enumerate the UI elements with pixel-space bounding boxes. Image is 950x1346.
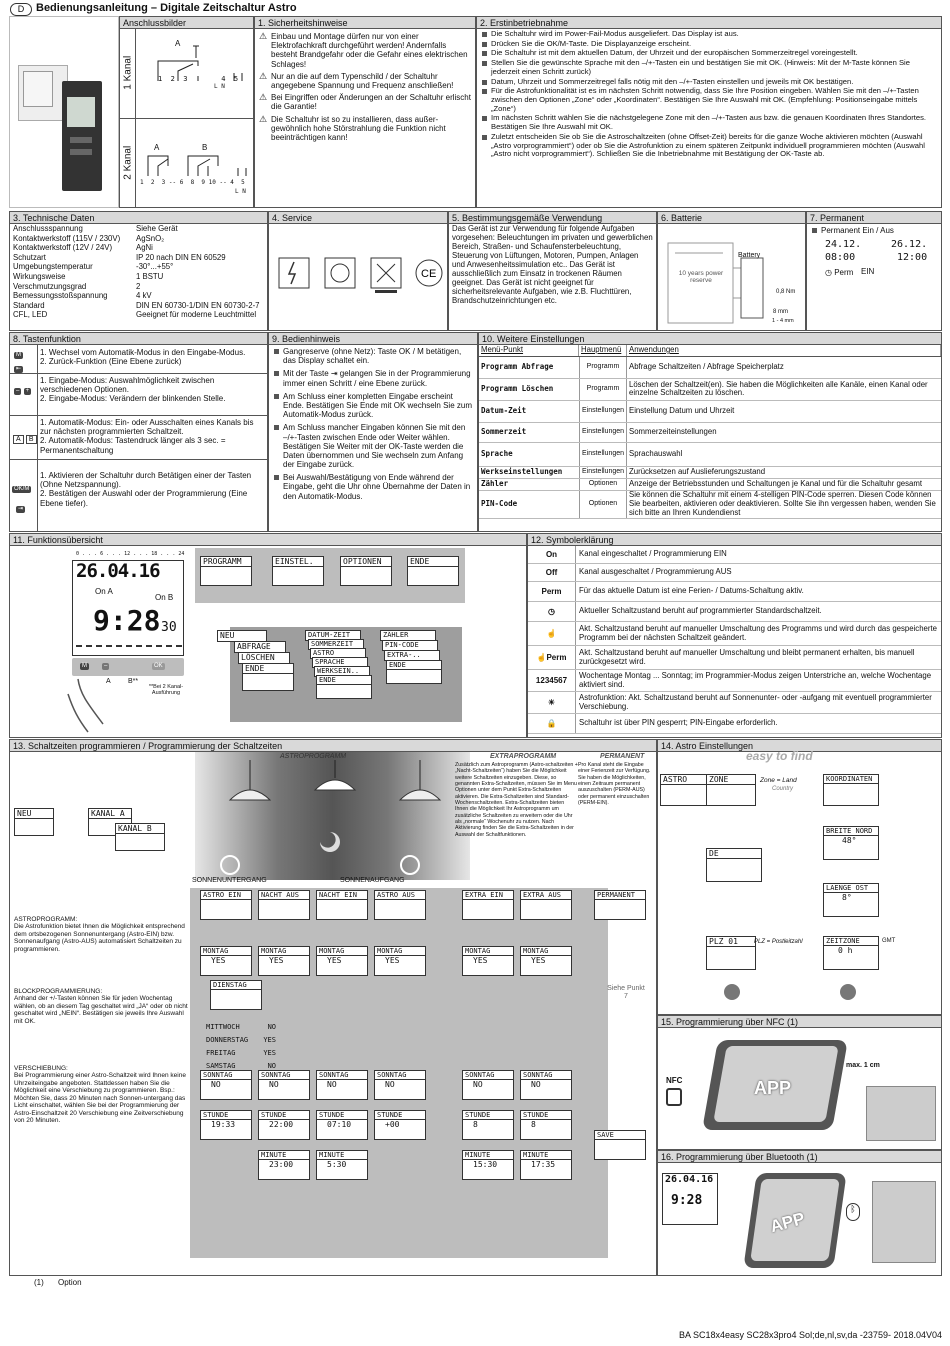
section-title: 2. Erstinbetriebnahme [477,17,941,29]
section-title: 11. Funktionsübersicht [10,534,526,546]
tuesday-screen: DIENSTAG [210,980,262,1010]
gmt-label: GMT [882,938,896,944]
zeitzone-screen: ZEITZONE 0 h [823,936,879,970]
sunday-screen: SONNTAG NO [200,1070,252,1100]
section-title: 10. Weitere Einstellungen [479,333,941,345]
note-item: Gangreserve (ohne Netz): Taste OK / M betätigen, das Display schaltet ein. [273,347,473,365]
monday-screen: MONTAG YES [316,946,368,976]
enter-key-icon: ⇥ [18,506,24,512]
bt-device [872,1181,936,1263]
timeline-ticks: 0 . . . 6 . . . 12 . . . 18 . . . 24 [76,551,185,557]
symbol-row [528,564,941,582]
section-connections [119,16,254,208]
channel-a-label-2: A [154,143,160,152]
start-item: Im nächsten Schritt wählen Sie die nächstgelegene Zone mit den –/+-Tasten aus bzw. die genauen Koordinaten Ihres Standortes. Bestätigen Sie Ihre Auswahl mit OK. [481,114,937,131]
nfc-label: NFC [666,1076,683,1085]
symbol-description: Akt. Schaltzustand beruht auf manueller Umschaltung des Programms und wird durch das gespeicherte Programm bei der nächsten Schaltzeit geändert. [579,623,937,642]
extra-text: Zusätzlich zum Astroprogramm (Astro-schaltzeiten + „Nacht-Schaltzeiten“) haben Sie die Möglichkeit weitere Schaltzeiten einzugeben. Diese, so genannten Extra-Schaltzeiten, müssen Sie im Menu Optionen unter dem Punkt Extra-Schaltzeiten aktivieren. Die Extra-Schaltzeiten sind Standard-Wochenschaltzeiten. Extra-Schaltzeiten bieten Ihnen die Möglichkeit Ihr Astroprogramm um zusätzliche Schaltzeiten zu erweitern oder die Uhr als „normale“ Wochenuhr zu nutzen. Nach Aktivierung finden Sie die Extra-Schaltzeiten in der Auswahl der Schaltfunktionen. [455,762,578,838]
program-type-screen: ASTRO AUS [374,890,426,920]
plz-screen: PLZ 01 [706,936,756,970]
main-display [72,560,184,656]
section-title: 6. Batterie [658,212,805,224]
section-function-overview [9,533,527,738]
minute-screen: MINUTE 17:35 [520,1150,572,1180]
symbol-description: Kanal ausgeschaltet / Programmierung AUS [579,567,732,577]
settings-application: Zurücksetzen auf Auslieferungszustand [629,466,766,476]
bt-display [662,1173,718,1225]
sunday-screen: SONNTAG NO [520,1070,572,1100]
settings-main-menu: Einstellungen [579,443,627,466]
tech-value: AgNi [136,243,153,253]
check-icon [724,984,740,1000]
safety-item: ⚠ Bei Eingriffen oder Änderungen an der Schaltuhr erlischt die Garantie! [259,93,471,111]
settings-main-menu: Optionen [579,479,627,490]
stack1-item: ENDE [242,663,294,691]
display-time: 9:28 [93,604,161,637]
stack3-item: EXTRA-.. [384,650,440,661]
nfc-app-label: APP [754,1078,792,1098]
section-title: Anschlussbilder [120,17,253,29]
tech-label: Standard [13,300,45,310]
device-drawing [866,1086,936,1141]
symbol-description: Aktueller Schaltzustand beruht auf programmierter Standardschaltzeit. [579,606,822,616]
section-symbols [527,533,942,738]
symbol-row [528,646,941,670]
ok-button[interactable]: OK [154,663,163,669]
perm-time-1: 08:00 [825,252,856,263]
settings-application: Sie können die Schaltuhr mit einem 4-stelligen PIN-Code sperren. Diesen Code können Sie bearbeiten, aktivieren oder deaktivieren. Sollte Sie ihn vergessen haben, wenden Sie sich bitte an Ihren Kundendienst [629,490,936,517]
nfc-icon [666,1088,682,1106]
hour-screen: STUNDE 22:00 [258,1110,310,1140]
section-more-settings [478,332,942,532]
settings-row [479,491,941,519]
start-item: Stellen Sie die gewünschte Sprache mit den –/+-Tasten ein und bestätigen Sie mit OK. (Hinweis: Mit der M-Taste können Sie jederzeit einen Schritt zurück) [481,59,937,76]
sunday-screen: SONNTAG NO [258,1070,310,1100]
extra-heading: EXTRAPROGRAMM [490,753,557,760]
flow-kanal-a: KANAL A [88,808,132,836]
tech-value: 2 [136,281,141,291]
settings-row [479,467,941,479]
monday-screen: MONTAG YES [200,946,252,976]
symbol-icon: ☝ [528,622,576,645]
battery-strip: 8 mm [773,309,788,315]
m-button[interactable]: M [82,663,87,669]
section-first-start [476,16,942,208]
program-type-screen: NACHT EIN [316,890,368,920]
symbol-row [528,546,941,564]
symbol-row [528,692,941,714]
monday-screen: MONTAG YES [258,946,310,976]
stack3-item: ZÄHLER [380,630,436,641]
terminals-2ch: 1 2 3 -- 6 8 9 10 -- 4 5 [140,179,245,186]
a-key-icon: A [13,435,24,444]
tech-value: IP 20 nach DIN EN 60529 [136,252,226,262]
program-type-screen: EXTRA AUS [520,890,572,920]
symbol-icon: Off [528,564,576,581]
section-nfc [657,1015,942,1150]
section-bluetooth [657,1150,942,1276]
max-distance: max. 1 cm [846,1062,880,1069]
section-operating-notes [268,332,478,532]
latitude-value: 48° [842,836,857,846]
tech-value: Siehe Gerät [136,224,178,233]
stack1-item: ABFRAGE [234,641,286,653]
symbol-description: Kanal eingeschaltet / Programmierung EIN [579,549,727,559]
stack3-item: ENDE [386,660,442,684]
sunday-screen: SONNTAG NO [316,1070,368,1100]
footer-doc-id: BA SC18x4easy SC28x3pro4 Sol;de,nl,sv,da -23759- 2018.04V04 [678,1330,942,1340]
settings-menu-item: PIN-Code [481,499,518,509]
symbol-description: Astrofunktion: Akt. Schaltzustand beruht auf Sonnenunter- oder -aufgang mit eventuell programmierter Verschiebung. [579,692,932,711]
battery-torque: 0,8 Nm [776,289,796,295]
program-type-screen: PERMANENT [594,890,646,920]
perm-label: ◷ Perm [825,268,854,277]
ln-2ch: L N [235,188,246,195]
tech-value: 4 kV [136,291,152,301]
settings-main-menu: Programm [579,357,627,378]
settings-row [479,357,941,379]
service-icons [277,252,445,302]
tech-label: CFL, LED [13,310,48,320]
section-intended-use [448,211,657,331]
symbol-description: Für das aktuelle Datum ist eine Ferien- / Datums-Schaltung aktiv. [579,586,804,596]
battery-cross: 1 - 4 mm [772,318,794,324]
tech-value: 1 BSTU [136,271,164,281]
key-row-2: 1. Eingabe-Modus: Auswahlmöglichkeit zwischen verschiedenen Optionen. 2. Eingabe-Modus: Verändern der blinkenden Stelle. [40,376,226,404]
settings-row [479,423,941,443]
channel-a-label-1: A [175,39,181,48]
symbol-description: Wochentage Montag ... Sonntag; im Programmier-Modus zeigen Unterstriche an, welche Wochentage aktiviert sind. [579,670,932,689]
stack1-item: LÖSCHEN [238,652,290,664]
sunday-screen: SONNTAG NO [374,1070,426,1100]
display-date: 26.04.16 [76,560,160,582]
perm-date-2: 26.12. [891,239,928,250]
symbol-row [528,582,941,602]
tech-row [13,311,264,321]
tech-label: Anschlussspannung [13,224,83,233]
timezone-value: 0 h [838,946,853,956]
section-title: 8. Tastenfunktion [10,333,267,345]
section-title: 13. Schaltzeiten programmieren / Programmierung der Schaltzeiten [10,740,656,752]
program-type-screen: ASTRO EIN [200,890,252,920]
settings-menu-item: Programm Löschen [481,384,554,394]
stack2-item: ENDE [316,675,372,699]
settings-main-menu: Programm [579,379,627,400]
see-point-7: Siehe Punkt 7 [607,985,645,1001]
back-key-icon: ⇤ [16,366,22,372]
key-row-3: 1. Automatik-Modus: Ein- oder Ausschalten eines Kanals bis zur nächsten programmierten Schaltzeit. 2. Automatik-Modus: Tastendruck länger als 3 sec. = Permanentschaltung [40,418,254,455]
settings-application: Sprachauswahl [629,448,683,458]
settings-row [479,443,941,467]
easy-to-find-label: easy to find [746,749,813,763]
m-key-icon: M [16,352,21,358]
section-title: 9. Bedienhinweis [269,333,477,345]
check-icon [840,984,856,1000]
zone-screen: ZONE [706,774,756,806]
section-programming [9,739,657,1276]
stack2-item: WERKSEIN.. [314,666,370,677]
symbol-row [528,622,941,646]
lang-badge: D [10,3,32,16]
country-legend: Country [772,786,794,792]
product-photo [9,16,119,208]
section-battery [657,211,806,331]
section-service [268,211,448,331]
battery-years: 10 years power reserve [678,270,724,285]
symbol-icon: Perm [528,582,576,601]
settings-menu-item: Programm Abfrage [481,362,554,372]
hour-screen: STUNDE 8 [520,1110,572,1140]
settings-col-header: Anwendungen [627,345,941,356]
block-description: BLOCKPROGRAMMIERUNG: Anhand der +/-Tasten können Sie für jeden Wochentag wählen, ob an diesem Tag geschaltet wird „JA“ oder ob nicht geschaltet wird „NEIN“. Bestätigen sie jeweils Ihre Auswahl mit OK. [14,988,188,1025]
flow-neu: NEU [14,808,54,836]
coordinates-screen: KOORDINATEN [823,774,879,806]
section-tech-data [9,211,268,331]
zone-legend: Zone = Land [760,777,797,784]
weekday-row: DONNERSTAG YES [206,1036,276,1044]
settings-col-header: Menü-Punkt [479,345,579,356]
key-row-1: 1. Wechsel vom Automatik-Modus in den Eingabe-Modus. 2. Zurück-Funktion (Eine Ebene zurück) [40,348,246,367]
stack3-item: PIN-CODE [382,640,438,651]
tech-label: Verschmutzungsgrad [13,281,87,291]
sunrise-label: SONNENAUFGANG [340,877,405,884]
symbol-row [528,602,941,622]
stack2-item: DATUM-ZEIT [305,630,361,641]
safety-item: ⚠ Einbau und Montage dürfen nur von einer Elektrofachkraft durchgeführt werden! Andernfalls besteht Brandgefahr oder die Gefahr eines elektrischen Schlages! [259,32,471,69]
terminals-1ch: 1 2 3 4 5 [158,75,239,83]
shift-description: VERSCHIEBUNG: Bei Programmierung einer Astro-Schaltzeit wird Ihnen keine Uhrzeiteingabe angeboten. Stattdessen haben Sie die Möglichkeit eine Verschiebung zu programmieren. Bsp.: Möchten Sie, dass 20 Minuten nach Sonnen-untergang das Licht einschaltet, wählen Sie bei der Programmierung der Astro-Einschaltzeit 20 Verschiebung eine Zeitverschiebung von 20 Minuten. [14,1065,186,1125]
menu-programm: PROGRAMM [200,556,252,586]
settings-header [479,345,941,357]
astro-screen: ASTRO [660,774,716,806]
b-key-icon: B [26,435,37,444]
menu-ende: ENDE [407,556,459,586]
ok-m-key-icon: OK/M [14,486,30,492]
minute-screen: MINUTE 15:30 [462,1150,514,1180]
stack2-item: ASTRO [310,648,366,659]
note-item: Am Schluss mancher Eingaben können Sie mit den –/+-Tasten zwischen Ende oder Weiter wählen. Bestätigen Sie Weiter mit der OK-Taste werden die Daten übernommen und Sie wechseln zum Anfang der Eingabe zurück. [273,423,473,469]
two-channel-note: **Bei 2 Kanal-Ausführung [148,684,184,697]
menu-optionen: OPTIONEN [340,556,392,586]
two-channel-label: 2 Kanal [122,145,134,180]
symbol-description: Akt. Schaltzustand beruht auf manueller Umschaltung und bleibt permanent erhalten, bis manuell zurückgesetzt wird. [579,647,915,666]
plus-key-icon: + [25,388,30,394]
permanent-heading: PERMANENT [600,753,645,760]
symbol-icon: ☝Perm [528,646,576,669]
key-label-b: B** [128,678,139,685]
symbol-icon: ◷ [528,602,576,621]
bt-date: 26.04.16 [665,1174,714,1185]
safety-item: ⚠ Nur an die auf dem Typenschild / der Schaltuhr angegebene Spannung und Frequenz anschließen! [259,72,471,90]
hour-screen: STUNDE +00 [374,1110,426,1140]
settings-menu-item: Datum-Zeit [481,406,527,416]
section-title: 1. Sicherheitshinweise [255,17,475,29]
settings-main-menu: Optionen [579,491,627,518]
plz-legend: PLZ = Postleitzahl [754,939,803,945]
symbol-row [528,714,941,734]
symbol-icon: 1234567 [528,670,576,691]
permanent-bullet: Permanent Ein / Aus [811,226,937,235]
hand-icon [58,674,108,734]
settings-application: Sommerzeiteinstellungen [629,426,717,436]
symbol-icon: 🔒 [528,714,576,733]
hour-screen: STUNDE 19:33 [200,1110,252,1140]
sunday-screen: SONNTAG NO [462,1070,514,1100]
stack1-item: NEU [217,630,267,642]
start-item: Die Schaltuhr wird im Power-Fail-Modus ausgeliefert. Das Display ist aus. [481,30,937,39]
footer-option-number: (1) [34,1278,44,1287]
start-item: Für die Astrofunktionalität ist es im nächsten Schritt notwendig, dass Sie Ihre Position eingeben. Wählen Sie mit den –/+-Tasten zwischen den Optionen „Zone“ oder „Koordinaten“. Bestätigen Sie Ihre Auswahl mit OK. (Empfehlung: Positionseingabe mittels „Zone“) [481,87,937,113]
settings-col-header: Hauptmenü [579,345,627,356]
battery-label: Battery [738,252,761,259]
breite-screen: BREITE NORD 48° [823,826,879,860]
settings-menu-item: Werkseinstellungen [481,467,563,477]
bt-time: 9:28 [671,1192,703,1208]
monday-screen: MONTAG YES [520,946,572,976]
settings-main-menu: Einstellungen [579,423,627,442]
settings-application: Anzeige der Betriebsstunden und Schaltungen je Kanal und für die Schaltuhr gesamt [629,478,923,488]
display-seconds: 30 [161,620,177,635]
section-title: 4. Service [269,212,447,224]
section-title: 16. Programmierung über Bluetooth (1) [658,1151,941,1163]
svg-text:CE: CE [421,268,437,280]
settings-application: Abfrage Schaltzeiten / Abfrage Speicherplatz [629,361,784,371]
section-permanent [806,211,942,331]
settings-application: Löschen der Schaltzeit(en). Sie haben die Möglichkeiten alle Kanäle, einen Kanal oder einzelne Schaltzeiten zu löschen. [629,379,928,398]
stack2-item: SOMMERZEIT [308,639,364,650]
key-row-4: 1. Aktivieren der Schaltuhr durch Betätigen einer der Tasten (Ohne Netzspannung). 2. Bestätigen der Auswahl oder der Programmierung (Eine Ebene tiefer). [40,471,252,508]
weekday-row: SAMSTAG NO [206,1062,276,1070]
section-astro-settings [657,739,942,1015]
program-type-screen: EXTRA EIN [462,890,514,920]
one-channel-label: 1 Kanal [122,55,134,90]
sunset-label: SONNENUNTERGANG [192,877,267,884]
display-on-b: On B [155,593,174,602]
save-screen: SAVE [594,1130,646,1160]
display-on-a: On A [95,587,113,596]
monday-screen: MONTAG YES [462,946,514,976]
settings-row [479,401,941,423]
settings-menu-item: Sprache [481,449,513,459]
tech-value: Geeignet für moderne Leuchtmittel [136,310,257,320]
tech-value: DIN EN 60730-1/DIN EN 60730-2-7 [136,300,260,310]
tech-label: Wirkungsweise [13,271,66,281]
wiring-diagram-1ch [138,31,253,116]
ln-1ch: L N [214,83,225,90]
tech-label: Umgebungstemperatur [13,262,93,272]
section-safety [254,16,476,208]
tech-label: Kontaktwerkstoff (12V / 24V) [13,243,113,253]
intended-use-text: Das Gerät ist zur Verwendung für folgende Aufgaben vorgesehen: Beleuchtungen im privaten und gewerblichen Bereich, Straßen- und Schaufensterbeleuchtung, Steuerung von Lüftungen, Motoren, Pumpen, Anlagen und Anwesenheitssimulation etc.. Das Gerät ist ausschließlich zum Einsatz in trockenen Räumen geeignet. Das Gerät ist nicht geeignet für sicherheitsrelevante Aufgaben, wie z.B. Fluchttüren, Brandschutzeinrichtungen etc. [452,224,653,305]
symbol-icon: On [528,546,576,563]
hour-screen: STUNDE 8 [462,1110,514,1140]
settings-menu-item: Zähler [481,479,509,489]
symbol-description: Schaltuhr ist über PIN gesperrt; PIN-Eingabe erforderlich. [579,718,778,728]
settings-row [479,379,941,401]
note-item: Bei Auswahl/Bestätigung von Ende während der Eingabe, geht die Uhr ohne Übernahme der Daten in den Automatik-Modus. [273,473,473,501]
key-label-a: A [106,678,111,685]
minus-key-icon: – [16,388,20,394]
tech-value: -30°...+55° [136,262,174,272]
lamps-icon [210,760,460,878]
section-title: 5. Bestimmungsgemäße Verwendung [449,212,656,224]
longitude-value: 8° [842,893,852,903]
permanent-text: Pro Kanal steht die Eingabe einer Ferienzeit zur Verfügung. Sie haben die Möglichkeiten, einen Zeitraum permanent auszuschalten (PERM-AUS) oder permanent einzuschalten (PERM-EIN). [578,762,651,807]
footer-option: Option [58,1278,82,1287]
section-keys [9,332,268,532]
menu-einstel: EINSTEL. [272,556,324,586]
program-type-screen: NACHT AUS [258,890,310,920]
bluetooth-icon: ᛒ [846,1203,860,1221]
minute-screen: MINUTE 23:00 [258,1150,310,1180]
weekday-row: FREITAG YES [206,1049,276,1057]
astro-description: ASTROPROGRAMM: Die Astrofunktion bietet Ihnen die Möglichkeit entsprechend dem ortsbezogenen Sonnenuntergang (Astro-EIN) bzw. Sonnenaufgang (Astro-AUS) automatisiert Schaltzeiten zu programmieren. [14,916,185,953]
minute-screen: MINUTE 5:30 [316,1150,368,1180]
stack2-item: SPRACHE [312,657,368,668]
tech-value: AgSnO₂ [136,233,165,243]
safety-item: ⚠ Die Schaltuhr ist so zu installieren, dass außer-gewöhnlich hohe Störstrahlung die Funktion nicht beeinträchtigen kann! [259,115,471,143]
de-screen: DE [706,848,762,882]
symbol-icon: ☀ [528,692,576,713]
start-item: Drücken Sie die OK/M-Taste. Die Displayanzeige erscheint. [481,40,937,49]
section-title: 12. Symbolerklärung [528,534,941,546]
symbol-row [528,670,941,692]
note-item: Mit der Taste ⇥ gelangen Sie in der Programmierung immer einen Schritt / eine Ebene zurück. [273,369,473,387]
tech-label: Schutzart [13,252,46,262]
settings-menu-item: Sommerzeit [481,427,527,437]
settings-main-menu: Einstellungen [579,467,627,478]
start-item: Datum, Uhrzeit und Sommerzeitregel falls nötig mit den –/+-Tasten einstellen und jeweils mit OK bestätigen. [481,78,937,87]
perm-date-1: 24.12. [825,239,862,250]
start-item: Zuletzt entscheiden Sie ob Sie die Astroschaltzeiten (ohne Offset-Zeit) bereits für die ganze Woche aktivieren möchten (Auswahl „Astro vorprogrammiert“) oder ob Sie die Astrofunktion zu einem späteren Zeitpunkt individuell programmieren möchten (Auswahl „Astro nicht vorprogrammiert“). Schließen Sie die Inbetriebnahme mit Bestätigung der OK-Taste ab. [481,133,937,159]
section-title: 3. Technische Daten [10,212,267,224]
settings-main-menu: Einstellungen [579,401,627,422]
tech-label: Kontaktwerkstoff (115V / 230V) [13,233,121,243]
monday-screen: MONTAG YES [374,946,426,976]
hour-screen: STUNDE 07:10 [316,1110,368,1140]
channel-b-label: B [202,143,208,152]
perm-ein: EIN [861,267,875,276]
tech-label: Bemessungsstoßspannung [13,291,108,301]
page-title: Bedienungsanleitung – Digitale Zeitschaltur Astro [36,2,297,14]
bt-app-label: APP [768,1208,807,1237]
settings-application: Einstellung Datum und Uhrzeit [629,405,735,415]
laenge-screen: LAENGE OST 8° [823,883,879,917]
section-title: 15. Programmierung über NFC (1) [658,1016,941,1028]
section-title: 7. Permanent [807,212,941,224]
note-item: Am Schluss einer kompletten Eingabe erscheint Ende. Bestätigen Sie Ende mit OK wechseln Sie zum Automatik-Modus zurück. [273,392,473,420]
start-item: Die Schaltuhr ist mit dem aktuellen Datum, der Uhrzeit und der europäischen Sommerzeitregel voreingestellt. [481,49,937,58]
section-title: 14. Astro Einstellungen [658,740,941,752]
astro-heading: ASTROPROGRAMM [280,753,347,760]
weekday-row: MITTWOCH NO [206,1023,276,1031]
flow-kanal-b: KANAL B [115,823,165,851]
minus-button[interactable]: – [104,663,108,669]
perm-time-2: 12:00 [897,252,928,263]
